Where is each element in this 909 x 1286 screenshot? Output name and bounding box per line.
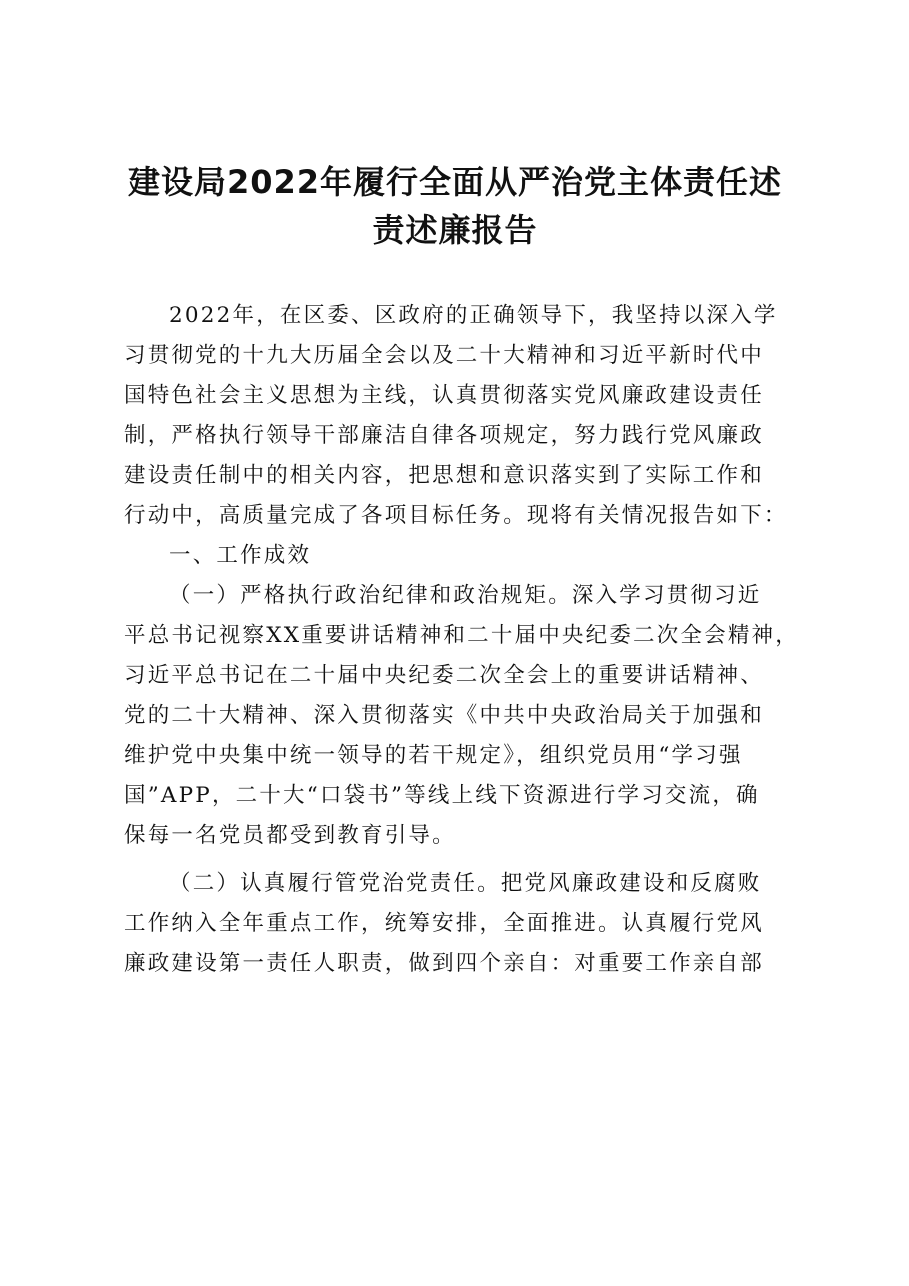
paragraph-line: 行动中，高质量完成了各项目标任务。现将有关情况报告如下： (124, 503, 788, 528)
intro-paragraph (124, 296, 804, 536)
document-body (124, 296, 804, 984)
paragraph-line: 工作纳入全年重点工作，统筹安排，全面推进。认真履行党风 (124, 911, 764, 936)
paragraph-line: 2022年，在区委、区政府的正确领导下，我坚持以深入学 (169, 303, 778, 328)
paragraph-line: 习近平总书记在二十届中央纪委二次全会上的重要讲话精神、 (124, 663, 764, 688)
title-line-2: 责述廉报告 (372, 211, 538, 249)
paragraph-gap (124, 856, 804, 864)
subsection-paragraph-2 (124, 864, 804, 984)
paragraph-line: 党的二十大精神、深入贯彻落实《中共中央政治局关于加强和 (124, 703, 764, 728)
paragraph-line: 建设责任制中的相关内容，把思想和意识落实到了实际工作和 (124, 463, 764, 488)
paragraph-line: 保每一名党员都受到教育引导。 (124, 823, 456, 848)
paragraph-line: （一）严格执行政治纪律和政治规矩。深入学习贯彻习近 (169, 583, 762, 608)
paragraph-line: 国特色社会主义思想为主线，认真贯彻落实党风廉政建设责任 (124, 383, 764, 408)
subsection-paragraph-1 (124, 576, 804, 856)
paragraph-line: 国”APP，二十大“口袋书”等线上线下资源进行学习交流，确 (124, 783, 760, 808)
paragraph-line: 制，严格执行领导干部廉洁自律各项规定，努力践行党风廉政 (124, 423, 764, 448)
paragraph-line: 平总书记视察XX重要讲话精神和二十届中央纪委二次全会精神， (124, 623, 799, 648)
section-heading (124, 536, 804, 576)
section-heading-text: 一、工作成效 (169, 543, 312, 568)
paragraph-line: 习贯彻党的十九大历届全会以及二十大精神和习近平新时代中 (124, 343, 764, 368)
document-title (110, 158, 800, 254)
paragraph-line: 廉政建设第一责任人职责，做到四个亲自：对重要工作亲自部 (124, 951, 764, 976)
paragraph-line: （二）认真履行管党治党责任。把党风廉政建设和反腐败 (169, 871, 762, 896)
paragraph-line: 维护党中央集中统一领导的若干规定》，组织党员用“学习强 (124, 743, 743, 768)
title-line-1: 建设局2022年履行全面从严治党主体责任述 (127, 163, 783, 201)
